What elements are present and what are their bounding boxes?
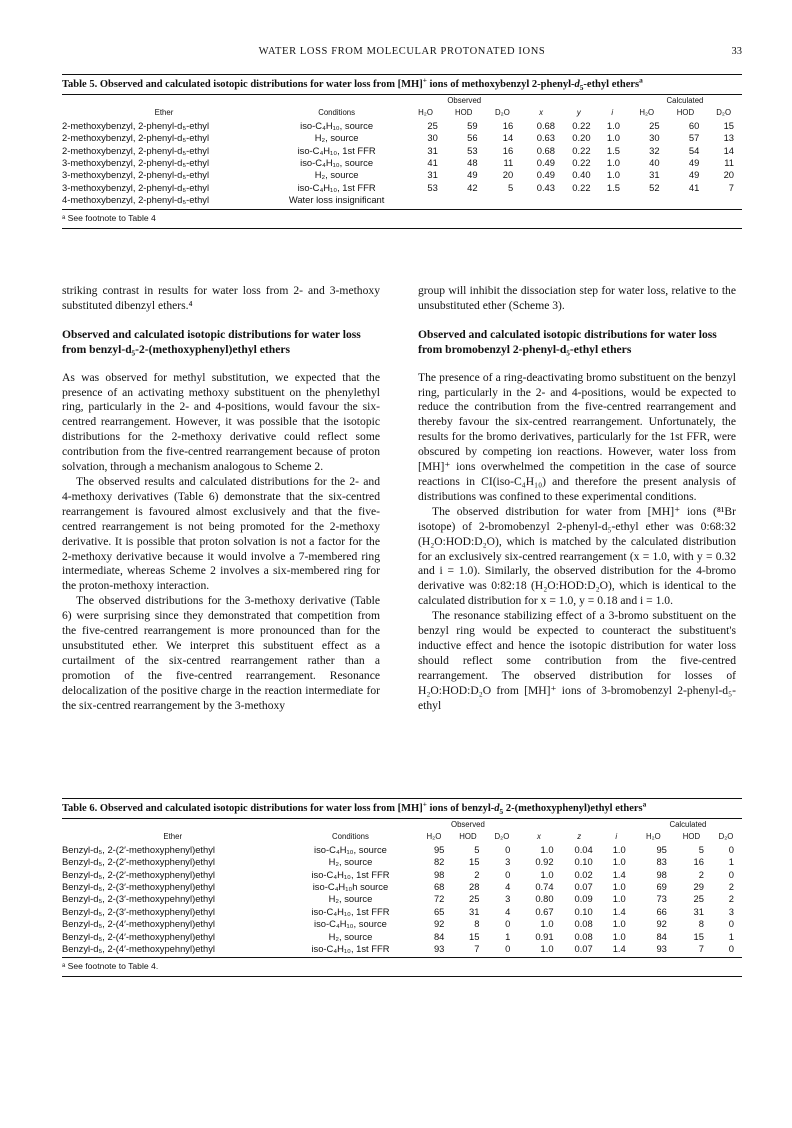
group-calculated: Calculated (666, 96, 704, 105)
table-cell: 2 (728, 893, 734, 905)
table-cell: 7 (728, 181, 734, 193)
table-cell: 0.80 (535, 893, 554, 905)
table-cell (444, 194, 484, 206)
table-cell: 15 (693, 930, 704, 942)
table-cell: 0 (728, 918, 734, 930)
column-header: HOD (682, 832, 701, 842)
table-cell: 25 (468, 893, 480, 905)
column-header: z (577, 832, 582, 842)
table-cell: 3-methoxybenzyl, 2-phenyl-d₅-ethyl (62, 181, 210, 193)
table-cell: 31 (649, 169, 660, 181)
table-cell: 15 (468, 856, 480, 868)
table-cell: Benzyl-d₅, 2-(3′-methoxyphenyl)ethyl (62, 905, 215, 917)
group-observed: Observed (447, 96, 482, 105)
table-cell: iso-C₄H₁₀, source (300, 157, 374, 169)
table-cell: Benzyl-d₅, 2-(2′-methoxyphenyl)ethyl (62, 843, 215, 855)
table-cell: 0 (728, 943, 734, 955)
paragraph: As was observed for methyl substitution, we expected that the presence of an activating methoxy substituent on the phenylethyl ring, particularly in the 2- and 4-positions, would favour the six-centred rearrangement. However, it was possible that the isotopic distributions for the 2-methoxy derivative could reflect some contribution from the five-centred rearrangement because of proton solvation, through a mechanism analogous to Scheme 2. (62, 370, 380, 474)
table-cell: 5 (508, 181, 514, 193)
paragraph: The observed distribution for water from [MH]⁺ ions (⁸¹Br isotope) of 2-bromobenzyl 2-phenyl-d₅-ethyl ether was 0:68:32 (H₂O:HOD:D₂O), which is matched by the calculated distribution for an exclusively six-centred rearrangement (x = 1.0, with y = 0.32 and i = 1.0). Similarly, the observed distribution for the 4-bromo derivative was 0:82:18 (H₂O:HOD:D₂O), which is identical to the calculated distribution for x = 1.0, y = 0.18 and i = 1.0. (418, 504, 736, 608)
table-cell: 2 (698, 868, 704, 880)
table-cell: Water loss insignificant (288, 194, 385, 206)
table-cell: 95 (433, 843, 445, 855)
table-cell: 25 (427, 119, 438, 131)
running-header (62, 46, 742, 62)
table-cell: 1.0 (606, 157, 620, 169)
table-cell: 1.0 (612, 918, 626, 930)
table-cell: 98 (433, 868, 445, 880)
table-cell: iso-C₄H₁₀, 1st FFR (297, 144, 376, 156)
table-cell: H₂, source (328, 930, 373, 942)
column-header: x (537, 832, 541, 842)
table-cell: 4 (505, 905, 511, 917)
column-header: Conditions (332, 832, 369, 842)
table-cell: 98 (656, 868, 667, 880)
table-cell: 65 (433, 905, 445, 917)
table-cell: 53 (427, 181, 438, 193)
table-cell (666, 194, 706, 206)
table-row (62, 856, 742, 868)
table-cell (484, 194, 522, 206)
table-cell: 8 (698, 918, 704, 930)
table-cell: 0.74 (535, 881, 554, 893)
table-cell: 20 (502, 169, 514, 181)
table-cell: 1 (505, 930, 511, 942)
table-footnote: ᵃ See footnote to Table 4. (62, 961, 159, 972)
table-cell: 0.22 (572, 119, 591, 131)
table-cell: 31 (427, 169, 438, 181)
table-end-rule (62, 228, 742, 229)
table-row (62, 145, 742, 157)
table-caption: Table 5. Observed and calculated isotopic distributions for water loss from [MH]+ ions of methoxybenzyl $2-phenyl-d_5$-ethyl ethers$^a$ (62, 75, 643, 93)
table-cell: 40 (649, 157, 660, 169)
table-cell: 20 (723, 169, 734, 181)
table-cell: 73 (656, 893, 667, 905)
table-cell: 1.0 (540, 868, 554, 880)
right-column (418, 284, 736, 713)
table-row (62, 918, 742, 930)
column-header: i (611, 108, 614, 118)
table-cell: 0.10 (574, 905, 593, 917)
table-cell: 1.4 (612, 868, 626, 880)
table-cell: Benzyl-d₅, 2-(3′-methoxypehnyl)ethyl (62, 893, 215, 905)
table-row (62, 906, 742, 918)
column-header: Ether (154, 108, 174, 118)
table-cell: iso-C₄H₁₀, source (300, 119, 374, 131)
table-5 (62, 74, 742, 229)
column-header: HOD (455, 108, 473, 118)
table-cell: Benzyl-d₅, 2-(4′-methoxypehnyl)ethyl (62, 943, 215, 955)
table-cell: H₂, source (328, 893, 373, 905)
column-header: x (539, 108, 544, 118)
table-footnote: ᵃ See footnote to Table 4 (62, 212, 156, 223)
table-cell: 49 (467, 169, 478, 181)
table-cell: 0.08 (574, 918, 593, 930)
table-cell: iso-C₄H₁₀h source (312, 881, 389, 893)
table-cell: 0.49 (536, 169, 555, 181)
table-cell: 1.0 (540, 918, 554, 930)
table-cell: 7 (698, 943, 704, 955)
running-title: WATER LOSS FROM MOLECULAR PROTONATED IONS (258, 46, 546, 57)
table-cell: Benzyl-d₅, 2-(4′-methoxyphenyl)ethyl (62, 918, 215, 930)
table-cell: 15 (723, 119, 734, 131)
table-cell: 16 (502, 144, 514, 156)
table-cell: 1.0 (612, 843, 626, 855)
table-cell: 5 (698, 843, 704, 855)
column-header: H₂O (639, 108, 655, 118)
table-row (62, 943, 742, 955)
table-cell: 2 (474, 868, 480, 880)
column-header: D₂O (716, 108, 732, 118)
table-cell: 25 (693, 893, 704, 905)
table-cell: 0.68 (536, 144, 555, 156)
table-cell: 66 (656, 905, 667, 917)
table-cell: 32 (649, 144, 660, 156)
table-cell: 0 (505, 918, 511, 930)
table-cell: 11 (724, 157, 734, 169)
table-cell: 14 (502, 132, 514, 144)
table-cell: 92 (433, 918, 445, 930)
table-cell: 0.08 (574, 930, 593, 942)
table-cell: Benzyl-d₅, 2-(3′-methoxyphenyl)ethyl (62, 881, 215, 893)
table-cell: 8 (474, 918, 480, 930)
table-cell: Benzyl-d₅, 2-(4′-methoxyphenyl)ethyl (62, 930, 215, 942)
table-cell: 48 (467, 157, 478, 169)
table-cell (407, 194, 444, 206)
table-row (62, 881, 742, 893)
table-cell: iso-C₄H₁₀, 1st FFR (311, 905, 390, 917)
table-cell: iso-C₄H₁₀, 1st FFR (311, 943, 390, 955)
table-cell: 15 (468, 930, 480, 942)
table-cell: 31 (693, 905, 704, 917)
table-row (62, 931, 742, 943)
table-cell: 3 (505, 856, 511, 868)
group-observed: Observed (451, 820, 485, 829)
table-cell (705, 194, 742, 206)
table-cell: 31 (427, 144, 438, 156)
table-cell: iso-C₄H₁₀, 1st FFR (311, 868, 390, 880)
table-cell: 3 (505, 893, 511, 905)
table-cell: 42 (467, 181, 478, 193)
table-cell: 16 (693, 856, 704, 868)
table-cell: 95 (656, 843, 667, 855)
table-cell: 0.22 (572, 157, 591, 169)
column-header: H₂O (418, 108, 433, 118)
column-header: Ether (163, 832, 183, 842)
table-caption: Table 6. Observed and calculated isotopic distributions for water loss from [MH]+ ions of benzyl-$d_5$ 2-(methoxyphenyl)ethyl ethers$^a$ (62, 799, 647, 817)
left-column (62, 284, 380, 713)
column-header: HOD (676, 108, 695, 118)
table-cell: 0.92 (535, 856, 554, 868)
table-cell: 84 (433, 930, 445, 942)
table-cell: 1.0 (612, 881, 626, 893)
table-cell: 0 (728, 843, 734, 855)
column-header: H₂O (426, 832, 442, 842)
table-row (62, 132, 742, 144)
section-heading: Observed and calculated isotopic distributions for water loss from benzyl-d₅-2-(methoxyphenyl)ethyl ethers (62, 327, 361, 356)
table-cell: Benzyl-d₅, 2-(2′-methoxyphenyl)ethyl (62, 868, 215, 880)
table-cell: 68 (433, 881, 445, 893)
table-cell: 0.40 (572, 169, 591, 181)
table-cell: 1 (728, 856, 734, 868)
table-cell (521, 194, 561, 206)
table-cell: 14 (723, 144, 734, 156)
table-cell: 1.5 (606, 144, 620, 156)
column-header: D₂O (495, 108, 510, 118)
paragraph: The observed distributions for the 3-methoxy derivative (Table 6) were surprising since they demonstrated that competition from the five-centred rearrangement is more pronounced than for the unsubstituted ether. We interpret this substituent effect as a curtailment of the six-centred rearrangement rather than a promotion of the five-centred rearrangement. Resonance delocalization of the positive charge in the reaction intermediate for the six-centred rearrangement by the 3-methoxy (62, 594, 380, 712)
table-cell: 83 (656, 856, 667, 868)
table-cell: 60 (688, 119, 700, 131)
table-cell: 0.04 (574, 843, 593, 855)
table-end-rule (62, 976, 742, 977)
table-cell: 53 (467, 144, 478, 156)
table-cell: 11 (503, 157, 514, 169)
table-cell: iso-C₄H₁₀, source (314, 843, 387, 855)
table-cell: 72 (433, 893, 445, 905)
table-cell: 2-methoxybenzyl, 2-phenyl-d₅-ethyl (62, 119, 210, 131)
table-cell: 7 (474, 943, 480, 955)
table-cell: 1.0 (612, 856, 626, 868)
table-cell: iso-C₄H₁₀, 1st FFR (297, 181, 376, 193)
table-cell: 31 (468, 905, 480, 917)
table-cell: 0.67 (535, 905, 554, 917)
table-cell: 3-methoxybenzyl, 2-phenyl-d₅-ethyl (62, 169, 210, 181)
table-cell: 41 (688, 181, 700, 193)
table-cell: 16 (502, 119, 514, 131)
table-cell: 1 (728, 930, 734, 942)
column-header: y (576, 108, 581, 118)
table-6 (62, 798, 742, 977)
table-cell: 0 (505, 843, 511, 855)
table-cell: 0.09 (574, 893, 593, 905)
table-cell (597, 194, 628, 206)
column-header: i (615, 832, 618, 842)
table-cell: 93 (433, 943, 445, 955)
page-number: 33 (731, 46, 742, 57)
data-table (62, 95, 742, 207)
table-cell: 0.07 (574, 881, 593, 893)
table-cell: 1.4 (612, 943, 626, 955)
paragraph: group will inhibit the dissociation step for water loss, relative to the unsubstituted ether (Scheme 3). (418, 284, 736, 312)
table-cell: 92 (656, 918, 667, 930)
table-cell: 0.07 (574, 943, 593, 955)
table-cell: 28 (468, 881, 480, 893)
table-cell: 4 (505, 881, 511, 893)
paragraph: striking contrast in results for water loss from 2- and 3-methoxy substituted dibenzyl ethers.⁴ (62, 284, 380, 312)
table-cell: 30 (649, 132, 660, 144)
table-cell: 2-methoxybenzyl, 2-phenyl-d₅-ethyl (62, 132, 210, 144)
table-cell: 59 (467, 119, 478, 131)
table-cell: 84 (656, 930, 667, 942)
table-cell: 82 (433, 856, 445, 868)
section-heading: Observed and calculated isotopic distributions for water loss from bromobenzyl 2-phenyl-d₅-ethyl ethers (418, 327, 717, 356)
table-cell: H₂, source (314, 132, 359, 144)
table-cell: 0.02 (574, 868, 593, 880)
table-cell: 56 (467, 132, 478, 144)
column-header: Conditions (318, 108, 356, 118)
table-cell: 1.0 (540, 943, 554, 955)
table-cell: 3-methoxybenzyl, 2-phenyl-d₅-ethyl (62, 157, 210, 169)
table-cell: 1.0 (540, 843, 554, 855)
table-cell: 0.49 (536, 157, 555, 169)
table-cell (628, 194, 666, 206)
table-cell: 54 (688, 144, 700, 156)
table-cell: 57 (688, 132, 700, 144)
column-header: D₂O (718, 832, 734, 842)
table-row (62, 869, 742, 881)
paragraph: The resonance stabilizing effect of a 3-bromo substituent on the benzyl ring would be expected to counteract the substituent's inductive effect and hence the isotopic distribution for water loss should reflect some contribution from the five-centred rearrangement. The observed distribution for losses of H₂O:HOD:D₂O from [MH]⁺ ions of 3-bromobenzyl 2-phenyl-d₅-ethyl (418, 609, 736, 712)
paragraph: The observed results and calculated distributions for the 2- and 4-methoxy derivatives (Table 6) demonstrate that the six-centred rearrangement is favoured almost exclusively and that the five-centred rearrangement is not being promoted for the 2-methoxy derivative. It is possible that proton solvation is not a factor for the 2-methoxy derivative because it would involve a 7-membered ring intermediate, whereas Scheme 2 involves a six-membered ring for the proton-methoxy interaction. (62, 474, 380, 593)
table-cell: 0.68 (536, 119, 555, 131)
table-cell: 0 (728, 868, 734, 880)
table-cell: H₂, source (328, 856, 373, 868)
table-cell: 1.0 (606, 132, 620, 144)
table-cell: 0 (505, 943, 511, 955)
column-header: D₂O (494, 832, 510, 842)
table-cell: 0.63 (536, 132, 555, 144)
table-cell: iso-C₄H₁₀, source (314, 918, 387, 930)
paragraph: The presence of a ring-deactivating bromo substituent on the benzyl ring, particularly in the 2- and 4-positions, would be expected to reduce the contribution from the five-centred rearrangement and thereby favour the six-centred rearrangement. Unfortunately, the results for the bromo derivatives, particularly for the 1st FFR, were obscured by competing ion reactions. However, water loss from [MH]⁺ ions overwhelmed the competition in the case of source reactions in CI(iso-C₄H₁₀) and therefore the present analysis of distributions was confined to these experimental conditions. (418, 370, 736, 503)
table-cell: 49 (688, 169, 700, 181)
table-cell: 29 (693, 881, 704, 893)
table-cell: 2-methoxybenzyl, 2-phenyl-d₅-ethyl (62, 144, 210, 156)
column-header: HOD (459, 832, 477, 842)
table-cell: 0.10 (574, 856, 593, 868)
table-cell: 2 (728, 881, 734, 893)
table-row (62, 120, 742, 132)
data-table (62, 819, 742, 955)
table-row (62, 893, 742, 905)
table-cell: 1.4 (612, 905, 626, 917)
table-cell: 1.0 (612, 893, 626, 905)
table-cell: 0 (505, 868, 511, 880)
table-cell: Benzyl-d₅, 2-(2′-methoxyphenyl)ethyl (62, 856, 215, 868)
table-cell: 1.0 (606, 169, 620, 181)
table-cell: 3 (728, 905, 734, 917)
table-cell: 1.5 (606, 181, 620, 193)
table-row (62, 157, 742, 169)
table-row (62, 844, 742, 856)
table-cell: 0.91 (535, 930, 554, 942)
table-cell (561, 194, 597, 206)
table-cell: 49 (688, 157, 700, 169)
table-cell: 93 (656, 943, 667, 955)
table-cell: 41 (427, 157, 438, 169)
group-calculated: Calculated (669, 820, 707, 829)
table-cell: 30 (427, 132, 438, 144)
table-row (62, 169, 742, 181)
table-row (62, 182, 742, 194)
table-cell: 0.20 (572, 132, 591, 144)
table-cell: 0.22 (572, 144, 591, 156)
table-cell: 0.43 (536, 181, 555, 193)
table-cell: 13 (723, 132, 734, 144)
table-cell: 52 (649, 181, 660, 193)
table-cell: 0.22 (572, 181, 591, 193)
table-cell: 25 (649, 119, 660, 131)
table-cell: 1.0 (612, 930, 626, 942)
column-header: H₂O (645, 832, 661, 842)
table-row (62, 194, 742, 206)
table-cell: 69 (656, 881, 667, 893)
table-cell: 1.0 (606, 119, 620, 131)
table-cell: H₂, source (314, 169, 359, 181)
table-cell: 5 (474, 843, 480, 855)
table-cell: 4-methoxybenzyl, 2-phenyl-d₅-ethyl (62, 194, 210, 206)
